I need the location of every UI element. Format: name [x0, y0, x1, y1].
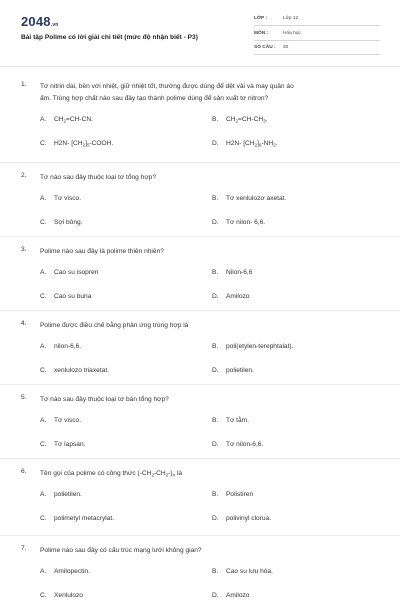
- option-letter: A.: [40, 116, 47, 124]
- answer-option[interactable]: [212, 491, 253, 498]
- logo-suffix: .vn: [50, 22, 59, 28]
- option-text: Tơ visco.: [54, 417, 82, 424]
- answer-option[interactable]: [212, 592, 249, 599]
- answer-option[interactable]: [212, 293, 249, 300]
- question-separator: [0, 162, 400, 163]
- option-letter: C.: [40, 293, 47, 300]
- answer-option[interactable]: [40, 515, 114, 522]
- option-letter: B.: [212, 195, 219, 202]
- question-text: Polime nào sau đây có cấu trúc mạng lưới không gian?: [40, 547, 202, 554]
- answer-option[interactable]: [212, 441, 263, 448]
- meta-label-count: SỐ CÂU :: [254, 45, 276, 50]
- option-text: Sợi bông.: [54, 219, 83, 226]
- question-text: Tên gọi của polime có công thức $(-CH_2-CH_2-)_n$ là: [40, 470, 183, 478]
- meta-value-count: 20: [283, 45, 289, 50]
- option-text: Cao su lưu hóa.: [226, 568, 273, 575]
- question-number: 2.: [21, 172, 27, 179]
- option-letter: D.: [212, 515, 219, 522]
- answer-option[interactable]: [40, 269, 98, 276]
- option-text: Nilon-6,6: [226, 269, 253, 276]
- answer-option[interactable]: [212, 417, 249, 424]
- meta-row-class: [254, 15, 380, 26]
- meta-label-subject: MÔN :: [254, 31, 269, 36]
- answer-option[interactable]: [212, 269, 252, 276]
- question-text: Polime nào sau đây là polime thiên nhiên?: [40, 248, 164, 255]
- document-title: Bài tập Polime có lời giải chi tiết (mức độ nhận biết - P3): [21, 34, 198, 41]
- question-number: 1.: [21, 81, 27, 88]
- answer-option[interactable]: [40, 195, 81, 202]
- option-letter: C.: [40, 219, 47, 226]
- answer-option[interactable]: [40, 293, 91, 300]
- option-letter: D.: [212, 592, 219, 599]
- option-letter: D.: [212, 367, 219, 374]
- answer-option[interactable]: [212, 195, 286, 202]
- option-text: Tơ lapsan.: [54, 441, 86, 448]
- option-text: Amilozo: [226, 592, 250, 599]
- option-letter: B.: [212, 417, 219, 424]
- answer-option[interactable]: [212, 568, 273, 575]
- question-number: 6.: [21, 468, 27, 475]
- option-text: H2N- $[CH_2]_5$-COOH.: [54, 140, 114, 148]
- meta-row-subject: [254, 30, 380, 41]
- question-separator: [0, 535, 400, 536]
- question-number: 3.: [21, 246, 27, 253]
- question-separator: [0, 384, 400, 385]
- answer-option[interactable]: [40, 441, 85, 448]
- option-letter: C.: [40, 592, 47, 599]
- answer-option[interactable]: [212, 515, 271, 522]
- option-text: Tơ nilon-6,6.: [226, 441, 264, 448]
- answer-option[interactable]: [40, 140, 113, 148]
- option-text: polivinyl clorua.: [226, 515, 272, 522]
- option-letter: B.: [212, 116, 219, 124]
- meta-value-class: Lớp 12: [283, 16, 299, 21]
- option-letter: A.: [40, 269, 47, 276]
- answer-option[interactable]: [40, 343, 81, 350]
- option-text: poli(etylen-terephtalat).: [226, 343, 294, 350]
- option-text: Tơ xenlulozơ axetat.: [226, 195, 287, 202]
- option-letter: A.: [40, 195, 47, 202]
- option-letter: D.: [212, 293, 219, 300]
- option-text: polietilen.: [54, 491, 82, 498]
- question-text: Polime được điều chế bằng phản ứng trùng hợp là: [40, 322, 189, 329]
- question-separator: [0, 310, 400, 311]
- option-letter: D.: [212, 140, 219, 148]
- question-number: 7.: [21, 545, 27, 552]
- question-text: Tơ nitrin dai, bền với nhiệt, giữ nhiệt tốt, thường được dùng để dệt vải và may quần áo: [40, 83, 294, 90]
- question-number: 4.: [21, 320, 27, 327]
- answer-option[interactable]: [40, 491, 82, 498]
- answer-option[interactable]: [40, 417, 81, 424]
- logo-text: 2048: [21, 14, 51, 29]
- meta-value-subject: Hóa học: [283, 31, 301, 36]
- header-divider: [0, 66, 400, 67]
- option-letter: A.: [40, 343, 47, 350]
- option-letter: B.: [212, 568, 219, 575]
- option-text: Xenlulozo: [54, 592, 83, 599]
- option-text: Amilozo: [226, 293, 250, 300]
- option-letter: D.: [212, 441, 219, 448]
- option-letter: B.: [212, 269, 219, 276]
- answer-option[interactable]: [212, 367, 254, 374]
- option-letter: C.: [40, 140, 47, 148]
- meta-row-count: [254, 44, 380, 55]
- option-text: Tơ visco.: [54, 195, 82, 202]
- option-letter: C.: [40, 441, 47, 448]
- answer-option[interactable]: [40, 116, 93, 124]
- answer-option[interactable]: [40, 592, 83, 599]
- site-logo[interactable]: [21, 14, 59, 29]
- option-letter: C.: [40, 515, 47, 522]
- option-letter: D.: [212, 219, 219, 226]
- option-text: Cao su buna: [54, 293, 92, 300]
- answer-option[interactable]: [212, 140, 278, 148]
- answer-option[interactable]: [40, 219, 83, 226]
- document-header: [0, 0, 400, 70]
- answer-option[interactable]: [212, 116, 268, 124]
- answer-option[interactable]: [212, 343, 293, 350]
- option-text: nilon-6,6.: [54, 343, 82, 350]
- question-text: ấm. Trùng hợp chất nào sau đây tạo thành polime dùng để sản xuất tơ nitron?: [40, 95, 269, 103]
- option-text: Cao su isopren: [54, 269, 99, 276]
- answer-option[interactable]: [40, 568, 90, 575]
- option-text: Amilopectin.: [54, 568, 90, 575]
- option-text: polietilen.: [226, 367, 254, 374]
- option-text: Tơ nilon- 6,6.: [226, 219, 266, 226]
- question-number: 5.: [21, 394, 27, 401]
- option-text: xenlulozo triaxetat.: [54, 367, 109, 374]
- option-text: $CH_2=CH-CH_3$.: [226, 116, 268, 124]
- option-letter: C.: [40, 367, 47, 374]
- option-text: H2N- $[CH_2]_6-NH_2$.: [226, 140, 278, 148]
- answer-option[interactable]: [212, 219, 265, 226]
- option-letter: A.: [40, 568, 47, 575]
- question-text: Tơ nào sau đây thuộc loại tơ bán tổng hợp?: [40, 396, 169, 403]
- option-text: polimetyl metacrylat.: [54, 515, 115, 522]
- option-letter: B.: [212, 343, 219, 350]
- question-separator: [0, 458, 400, 459]
- question-text: Tơ nào sau đây thuộc loại tơ tổng hợp?: [40, 174, 156, 181]
- option-text: $CH_2=CH-CN$.: [54, 116, 93, 124]
- option-letter: B.: [212, 491, 219, 498]
- option-letter: A.: [40, 417, 47, 424]
- answer-option[interactable]: [40, 367, 109, 374]
- option-text: Polistiren: [226, 491, 254, 498]
- option-text: Tơ tằm.: [226, 417, 250, 424]
- question-separator: [0, 236, 400, 237]
- option-letter: A.: [40, 491, 47, 498]
- meta-label-class: LỚP :: [254, 16, 268, 21]
